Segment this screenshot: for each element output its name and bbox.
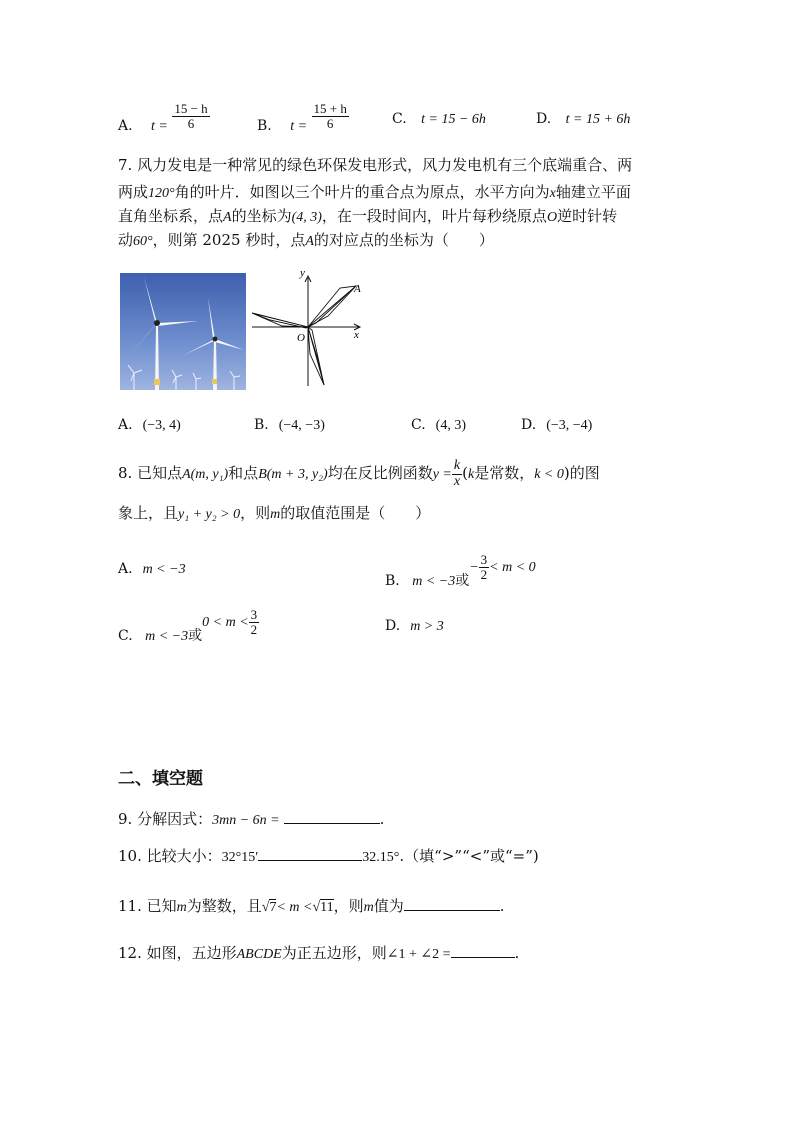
q6-option-b: B. t = $\frac{15 + h}{6}$ bbox=[257, 100, 347, 134]
q7-line-2: 两成120°角的叶片．如图以三个叶片的重合点为原点，水平方向为x轴建立平面 bbox=[118, 183, 631, 201]
q7-line-4: 动60°，则第 2025 秒时，点A的对应点的坐标为（ ） bbox=[118, 231, 494, 249]
q9-answer-blank[interactable] bbox=[284, 810, 380, 824]
section-title: 二、填空题 bbox=[118, 769, 203, 789]
q7-option-c: C. (4, 3) bbox=[411, 417, 466, 433]
q10: 10. 比较大小：32°15′ 32.15°.（填“>”“<”或“=”) bbox=[118, 847, 539, 865]
q7-option-d: D. (−3, −4) bbox=[521, 417, 593, 433]
origin-label: O bbox=[297, 332, 305, 344]
q12-answer-blank[interactable] bbox=[451, 944, 515, 958]
q7-option-b: B. (−4, −3) bbox=[254, 417, 325, 433]
point-a-label: A bbox=[354, 283, 361, 295]
q12: 12. 如图，五边形ABCDE为正五边形，则∠1 + ∠2 = . bbox=[118, 944, 520, 962]
q10-answer-blank[interactable] bbox=[258, 847, 362, 861]
q11-answer-blank[interactable] bbox=[404, 897, 500, 911]
q8-line-1: 8. 已知点A(m, y₁)和点B(m + 3, y₂)均在反比例函数y = $\frac{k}{x}$ (k是常数，k < 0)的图 bbox=[118, 458, 600, 489]
q6-option-a: A. t = $\frac{15 - h}{6}$ bbox=[118, 100, 208, 134]
q11: 11. 已知m为整数，且√7< m <√11，则m值为 . bbox=[118, 897, 505, 915]
wind-turbine-photo bbox=[120, 273, 246, 390]
q8-line-2: 象上，且y₁ + y₂ > 0，则m的取值范围是（ ） bbox=[118, 504, 431, 522]
sqrt-11: √11 bbox=[312, 900, 334, 915]
q8-option-a: A. m < −3 bbox=[118, 561, 186, 577]
q8-option-d: D. m > 3 bbox=[385, 618, 444, 634]
q7-line-1: 7. 风力发电是一种常见的绿色环保发电形式，风力发电机有三个底端重合、两 bbox=[118, 156, 633, 174]
blade-coordinate-figure bbox=[248, 268, 368, 393]
q7-option-a: A. (−3, 4) bbox=[118, 417, 181, 433]
q6-option-c: C. t = 15 − 6h bbox=[392, 111, 486, 127]
y-axis-label: y bbox=[300, 268, 305, 279]
q6-option-d: D. t = 15 + 6h bbox=[536, 111, 631, 127]
q8-option-c: C. m < −3或0 < m < $\frac{3}{2}$ bbox=[118, 607, 258, 645]
x-axis-label: x bbox=[354, 329, 359, 341]
q9: 9. 分解因式：3mn − 6n = . bbox=[118, 810, 385, 828]
q8-option-b: B. m < −3或− $\frac{3}{2}$ < m < 0 bbox=[385, 552, 536, 590]
sqrt-7: √7 bbox=[261, 900, 277, 915]
q7-line-3: 直角坐标系，点A的坐标为(4, 3)，在一段时间内，叶片每秒绕原点O逆时针转 bbox=[118, 207, 618, 225]
